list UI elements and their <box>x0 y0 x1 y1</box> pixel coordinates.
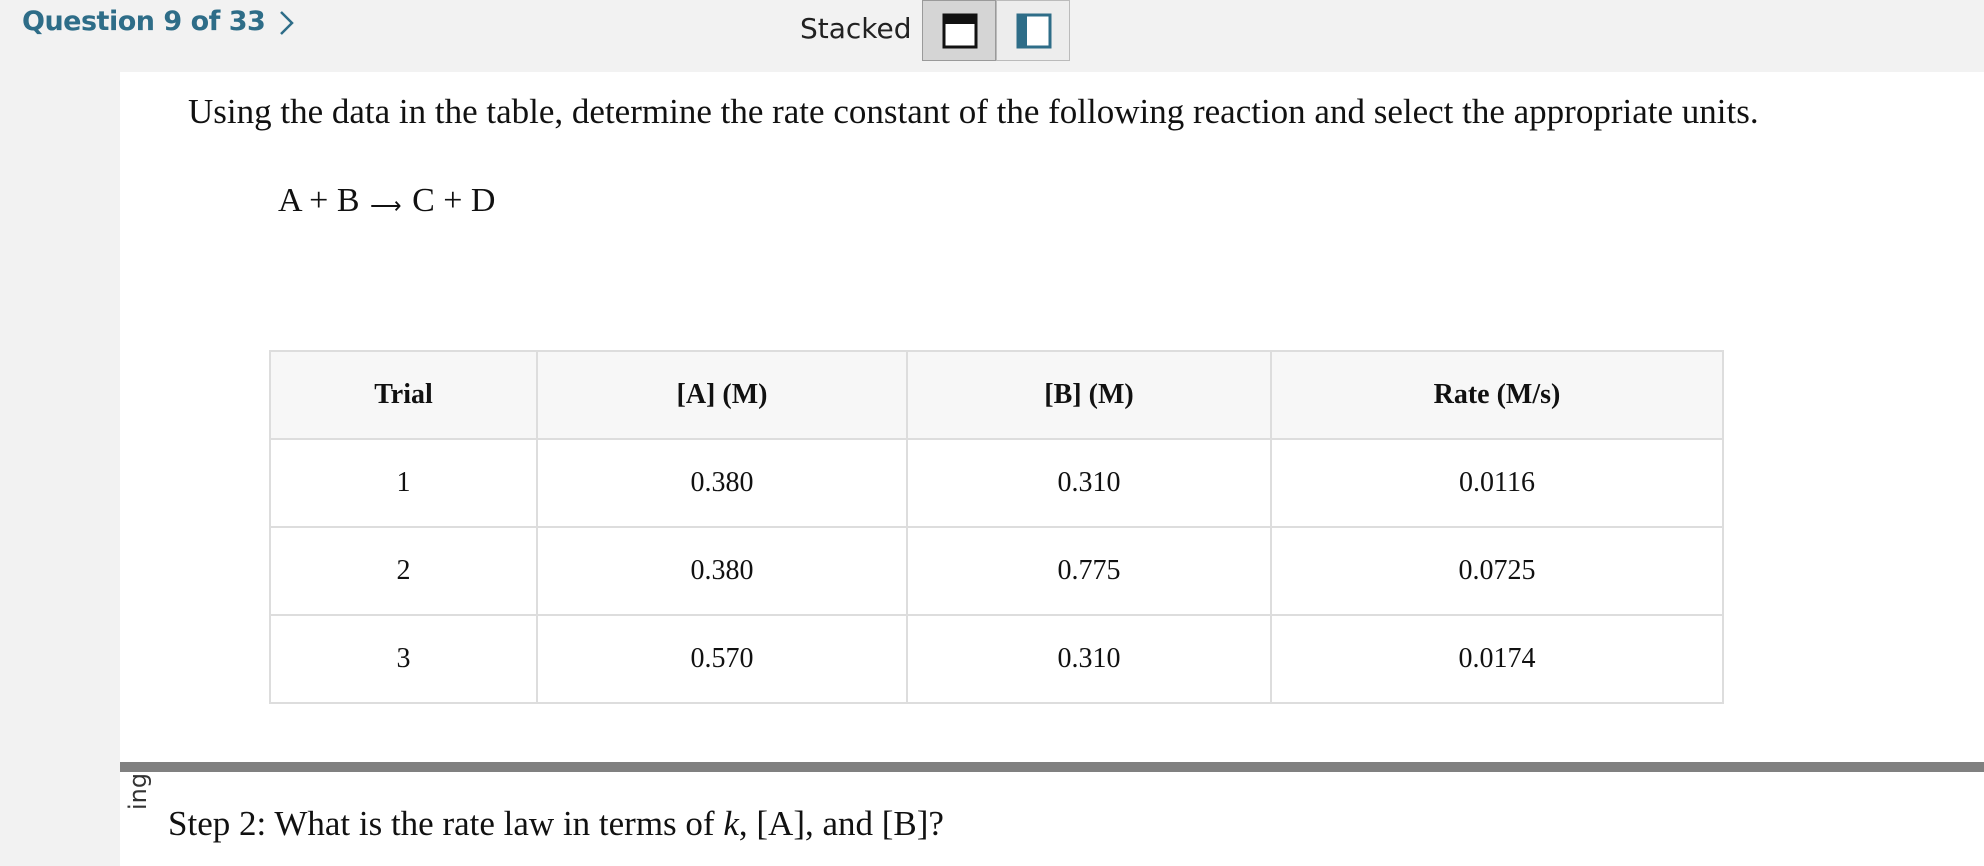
table-row <box>270 615 1723 703</box>
cell-a: 0.380 <box>537 439 907 527</box>
table-header-row <box>270 351 1723 439</box>
cell-rate: 0.0725 <box>1271 527 1723 615</box>
rate-data-table <box>269 350 1724 704</box>
table-row <box>270 439 1723 527</box>
side-tab[interactable]: ing <box>124 772 152 810</box>
step-suffix: , [A], and [B]? <box>738 804 944 843</box>
header-rate: Rate (M/s) <box>1271 351 1723 439</box>
cell-trial: 2 <box>270 527 537 615</box>
cell-rate: 0.0174 <box>1271 615 1723 703</box>
cell-a: 0.570 <box>537 615 907 703</box>
cell-a: 0.380 <box>537 527 907 615</box>
table-row <box>270 527 1723 615</box>
header-a-concentration: [A] (M) <box>537 351 907 439</box>
step-prompt <box>168 804 944 844</box>
header-b-concentration: [B] (M) <box>907 351 1271 439</box>
stacked-view-icon <box>942 13 978 49</box>
chevron-right-icon[interactable] <box>272 8 302 38</box>
reaction-arrow: ⟶ <box>370 193 402 218</box>
cell-b: 0.775 <box>907 527 1271 615</box>
stacked-view-button[interactable] <box>922 0 996 61</box>
cell-trial: 1 <box>270 439 537 527</box>
question-progress[interactable]: Question 9 of 33 <box>22 6 266 37</box>
view-mode-label: Stacked <box>800 12 912 45</box>
split-view-icon <box>1016 13 1052 49</box>
reaction-equation <box>278 182 495 220</box>
top-bar <box>0 0 1984 72</box>
step-prefix: Step 2: What is the rate law in terms of <box>168 804 724 843</box>
cell-trial: 3 <box>270 615 537 703</box>
cell-b: 0.310 <box>907 439 1271 527</box>
products: C + D <box>412 182 496 219</box>
cell-b: 0.310 <box>907 615 1271 703</box>
split-view-button[interactable] <box>996 0 1070 61</box>
reactants: A + B <box>278 182 360 219</box>
question-panel <box>120 72 1984 866</box>
question-prompt: Using the data in the table, determine the rate constant of the following reaction and select the appropriate units. <box>188 92 1759 131</box>
cell-rate: 0.0116 <box>1271 439 1723 527</box>
resize-divider[interactable] <box>120 762 1984 772</box>
header-trial: Trial <box>270 351 537 439</box>
step-k-variable: k <box>723 804 739 843</box>
